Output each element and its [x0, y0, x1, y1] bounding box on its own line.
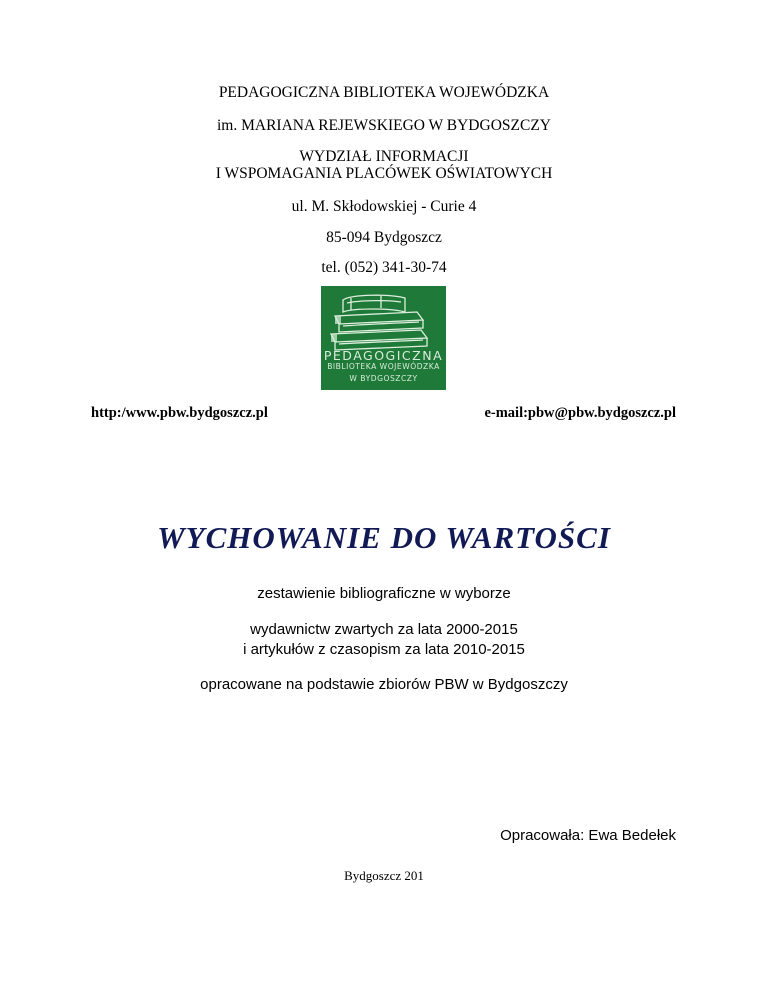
logo-text-line-1: PEDAGOGICZNA — [323, 348, 444, 363]
description-line-1: zestawienie bibliograficzne w wyborze — [257, 585, 511, 602]
description-line-2: wydawnictw zwartych za lata 2000-2015 — [250, 621, 518, 638]
institution-patron: im. MARIANA REJEWSKIEGO W BYDGOSZCZY — [217, 117, 551, 134]
website-link[interactable]: http:/www.pbw.bydgoszcz.pl — [91, 405, 268, 421]
street-address: ul. M. Skłodowskiej - Curie 4 — [291, 198, 477, 215]
phone-number: tel. (052) 341-30-74 — [321, 259, 447, 276]
institution-name: PEDAGOGICZNA BIBLIOTEKA WOJEWÓDZKA — [218, 84, 550, 101]
place-year-footer: Bydgoszcz 201 — [344, 868, 424, 883]
department-line-2: I WSPOMAGANIA PLACÓWEK OŚWIATOWYCH — [215, 165, 553, 182]
description-line-4: opracowane na podstawie zbiorów PBW w Bydgoszczy — [200, 676, 568, 693]
author-credit: Opracowała: Ewa Bedełek — [500, 827, 676, 844]
library-logo — [321, 286, 446, 390]
document-title: WYCHOWANIE DO WARTOŚCI — [157, 520, 611, 555]
email-link[interactable]: e-mail:pbw@pbw.bydgoszcz.pl — [484, 405, 676, 421]
postal-city: 85-094 Bydgoszcz — [326, 229, 442, 246]
logo-text-line-3: W BYDGOSZCZY — [349, 374, 418, 383]
department-line-1: WYDZIAŁ INFORMACJI — [299, 148, 469, 165]
logo-text-line-2: BIBLIOTEKA WOJEWÓDZKA — [327, 362, 440, 371]
description-line-3: i artykułów z czasopism za lata 2010-2015 — [243, 641, 525, 658]
